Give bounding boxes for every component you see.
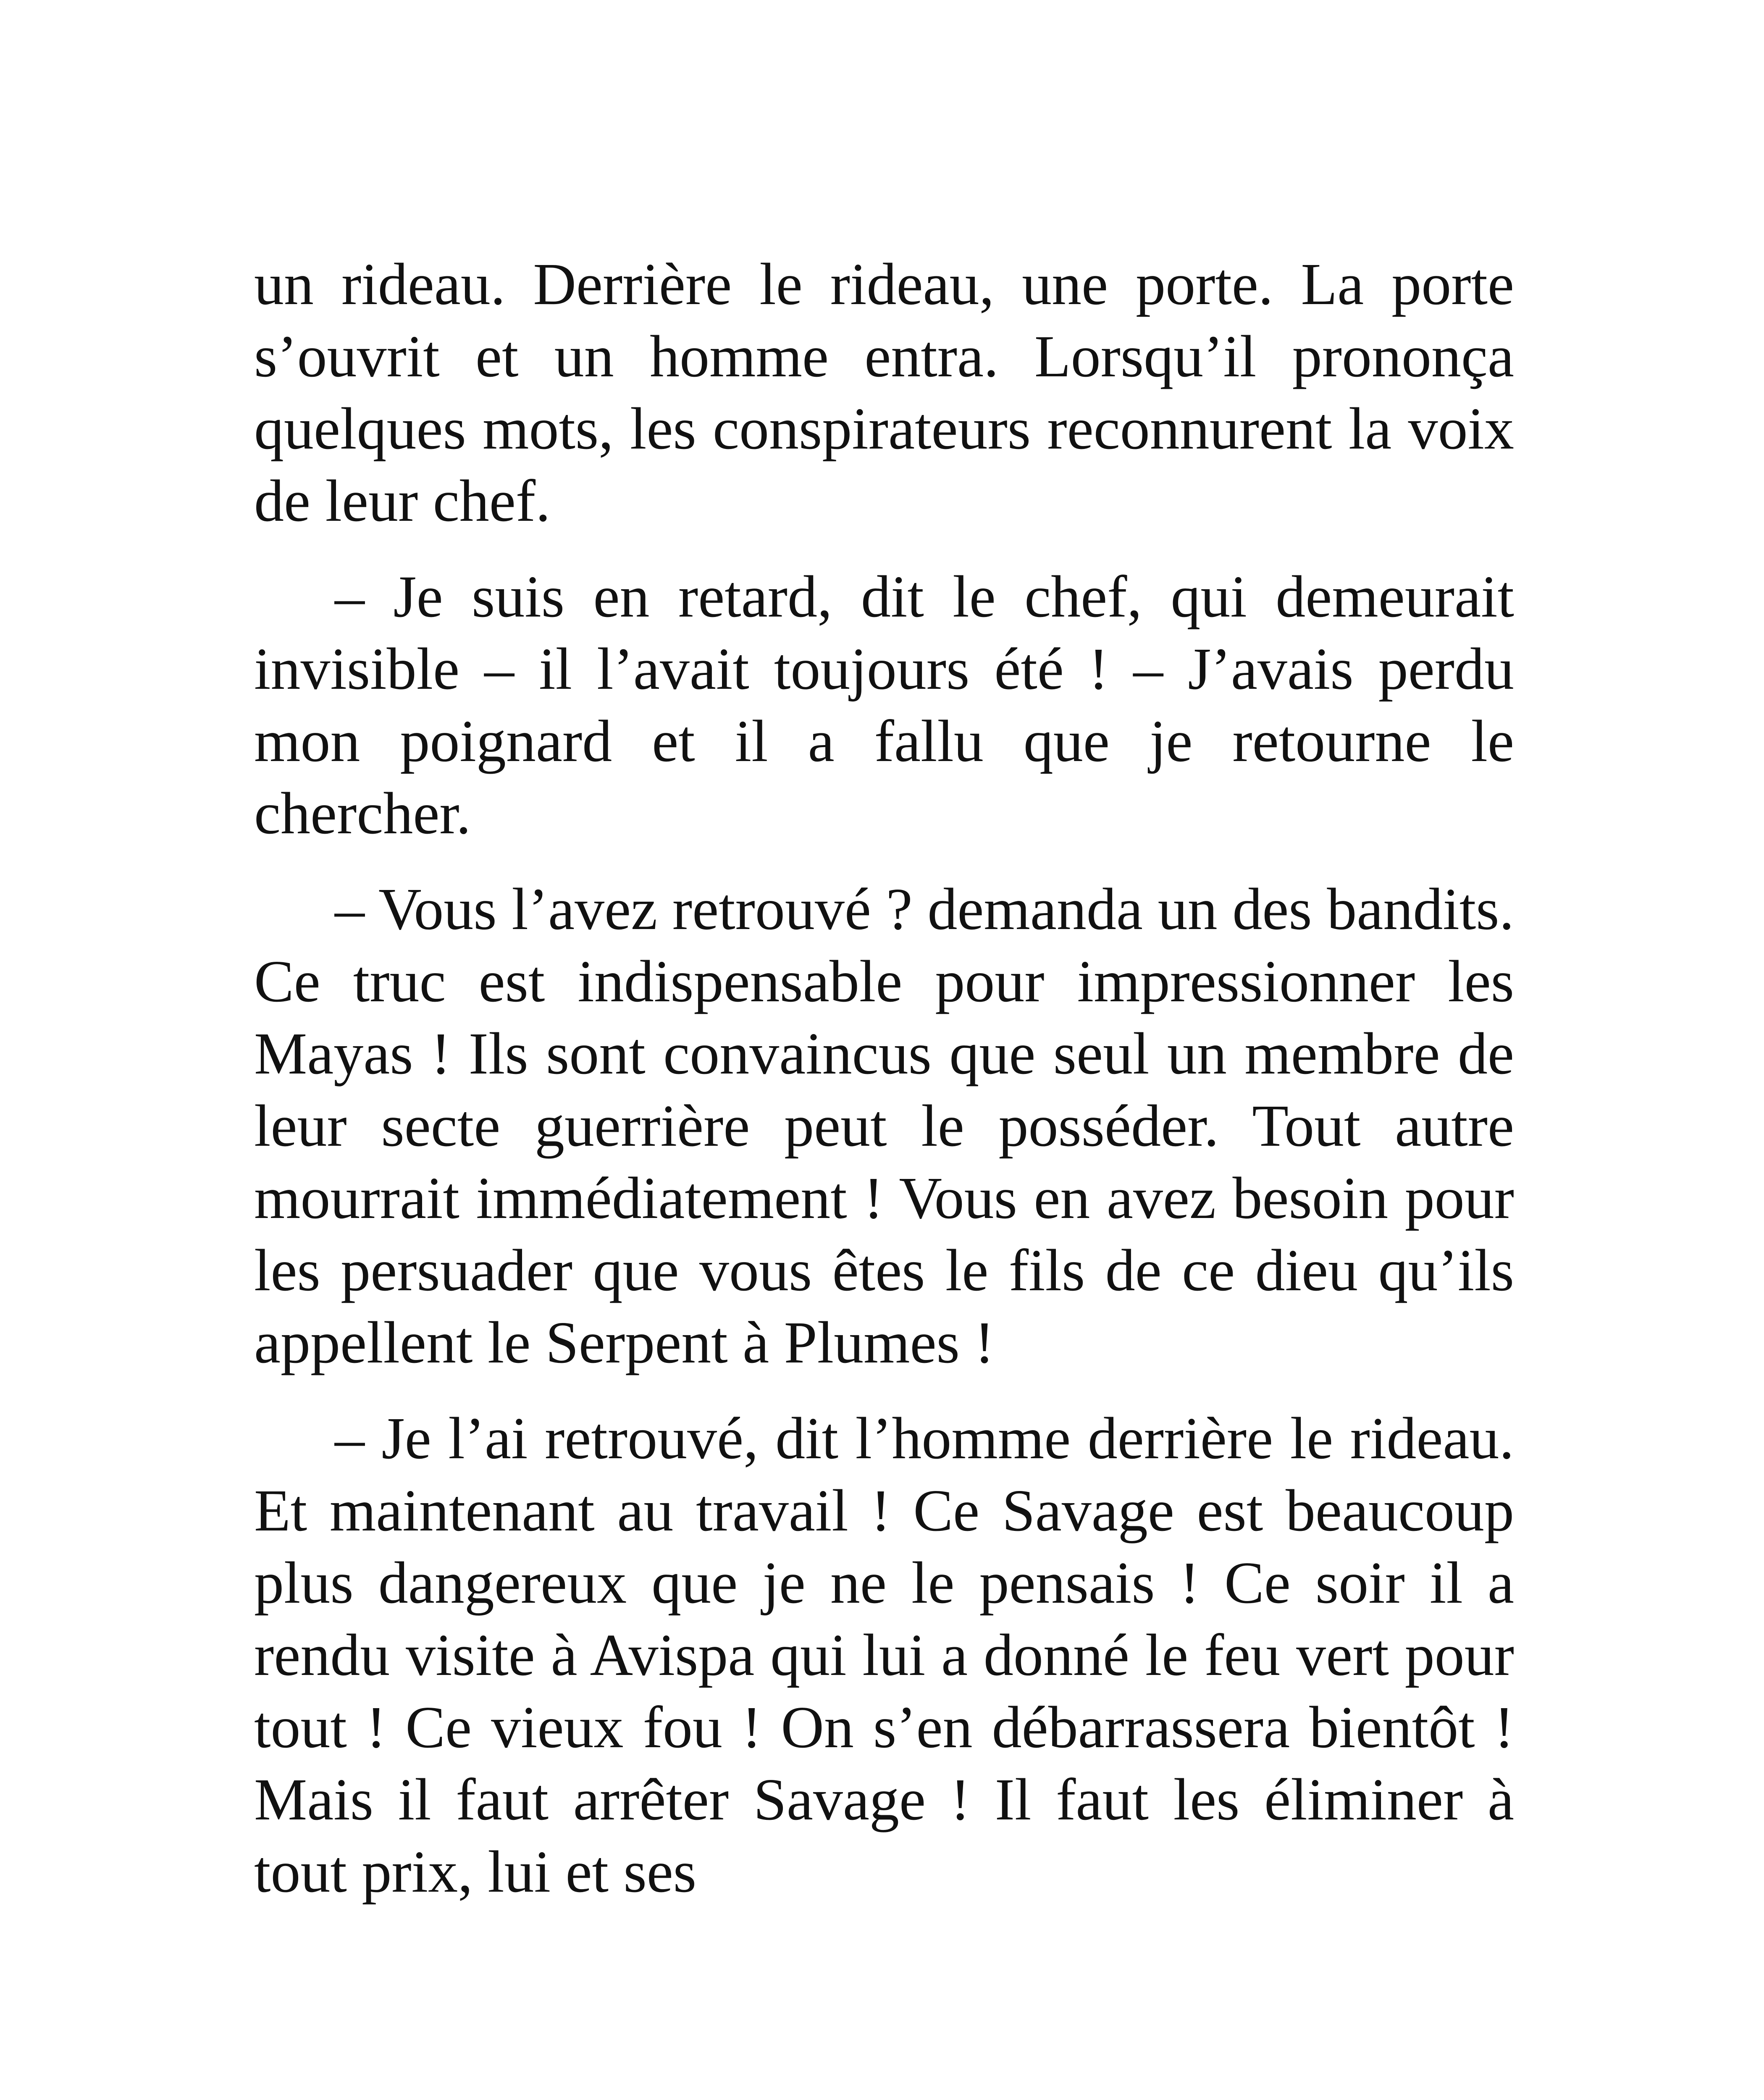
paragraph-1: un rideau. Derrière le rideau, une porte. La porte s’ouvrit et un homme entra. Lorsqu’il prononça quelques mots, les conspirateurs reconnurent la voix de leur chef.	[254, 251, 1514, 534]
paragraph-3: – Vous l’avez retrouvé ? demanda un des bandits. Ce truc est indispensable pour impressionner les Mayas ! Ils sont convaincus que seul un membre de leur secte guerrière peut le posséder. Tout autre mourrait immédiatement ! Vous en avez besoin pour les persuader que vous êtes le fils de ce dieu qu’ils appellent le Serpent à Plumes !	[254, 876, 1514, 1376]
paragraph-4: – Je l’ai retrouvé, dit l’homme derrière le rideau. Et maintenant au travail ! Ce Savage est beaucoup plus dangereux que je ne le pensais ! Ce soir il a rendu visite à Avispa qui lui a donné le feu vert pour tout ! Ce vieux fou ! On s’en débarrassera bientôt ! Mais il faut arrêter Savage ! Il faut les éliminer à tout prix, lui et ses	[254, 1405, 1514, 1905]
body-text	[254, 248, 1514, 1931]
paragraph-2: – Je suis en retard, dit le chef, qui demeurait invisible – il l’avait toujours été ! – J’avais perdu mon poignard et il a fallu que je retourne le chercher.	[254, 563, 1514, 846]
